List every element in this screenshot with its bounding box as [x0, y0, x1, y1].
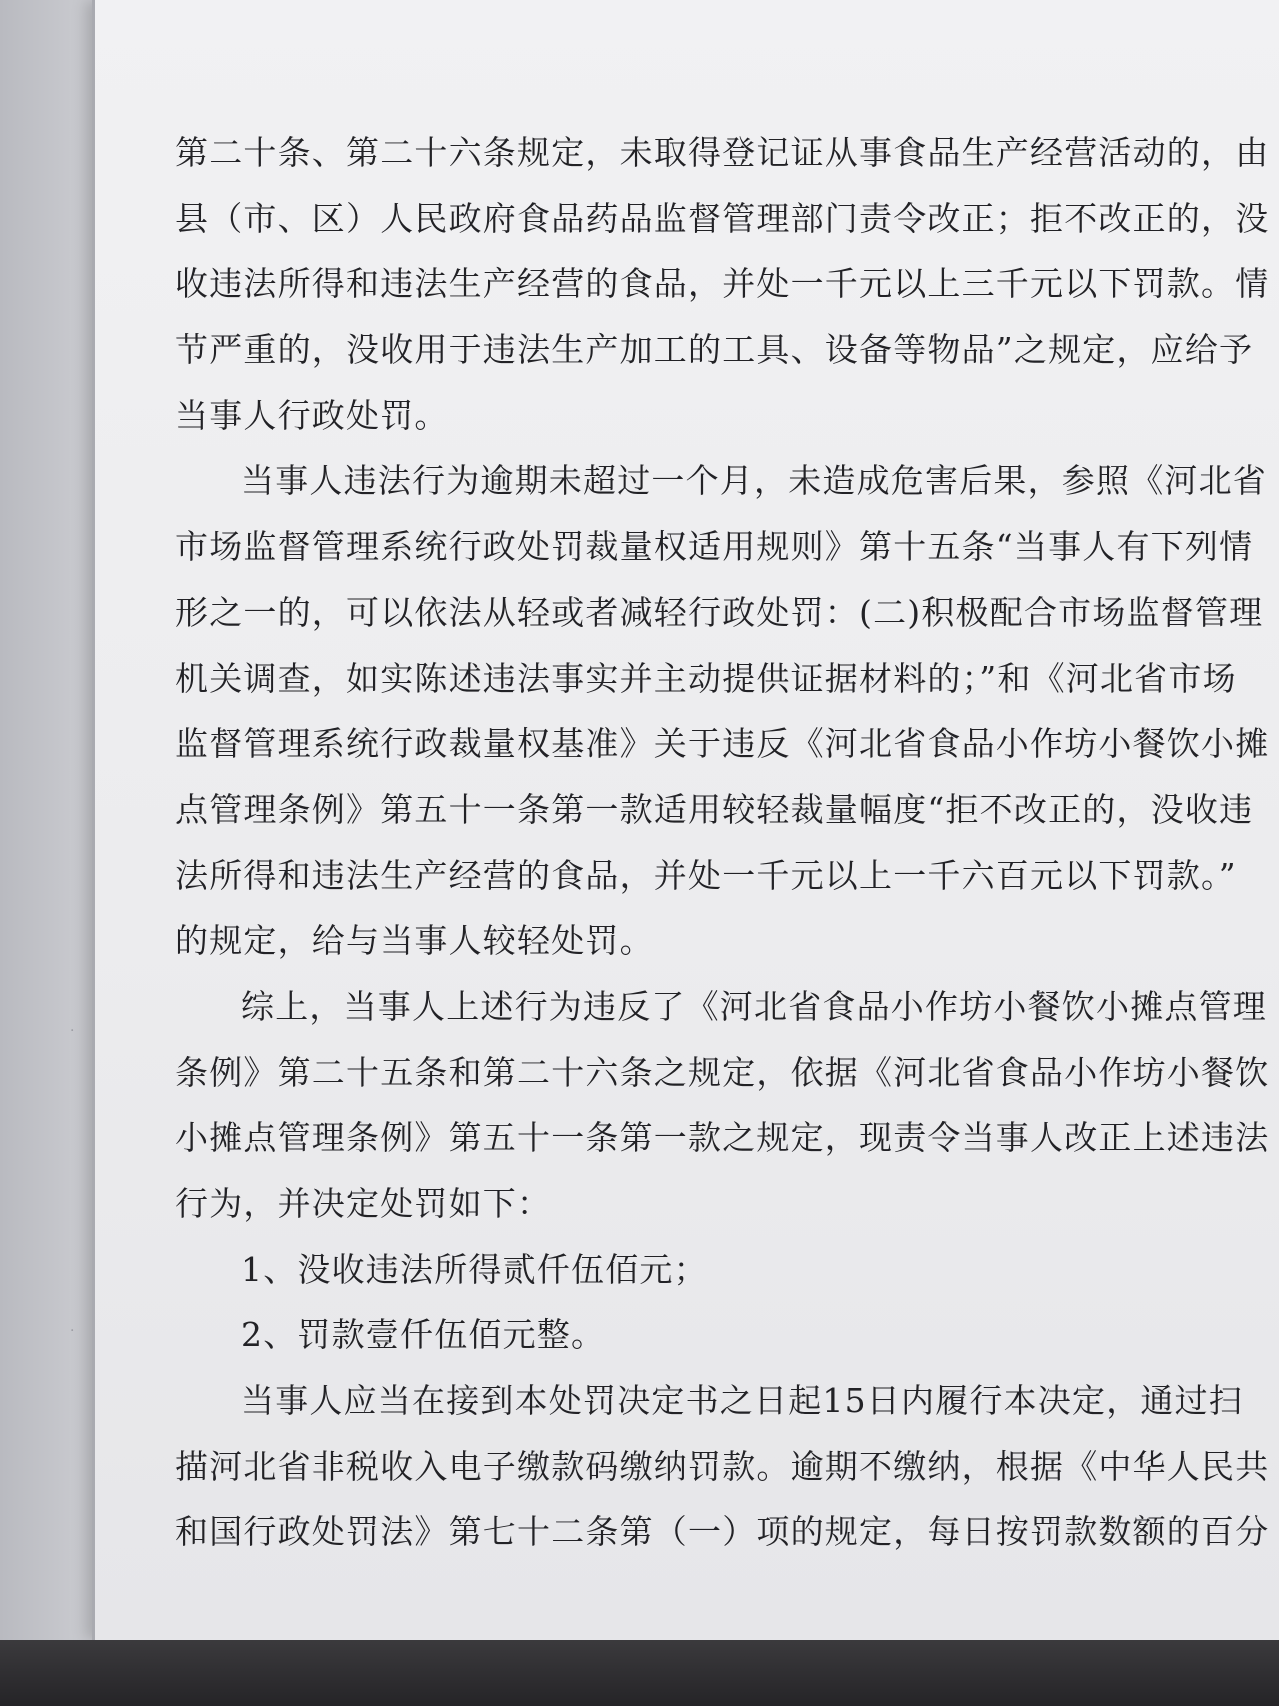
- text-line: 小摊点管理条例》第五十一条第一款之规定，现责令当事人改正上述违法: [175, 1118, 1270, 1158]
- paragraph-start: 综上，当事人上述行为违反了《河北省食品小作坊小餐饮小摊点管理: [241, 986, 1267, 1026]
- bleed-mark: ·: [70, 1023, 75, 1039]
- text-line: 机关调查，如实陈述违法事实并主动提供证据材料的；”和《河北省市场: [175, 658, 1237, 698]
- text-line: 县（市、区）人民政府食品药品监督管理部门责令改正；拒不改正的，没: [175, 198, 1270, 238]
- page-edge: [92, 0, 95, 1640]
- text-line: 和国行政处罚法》第七十二条第（一）项的规定，每日按罚款数额的百分: [175, 1512, 1270, 1552]
- paragraph-start: 当事人违法行为逾期未超过一个月，未造成危害后果，参照《河北省: [241, 461, 1267, 501]
- text-line: 条例》第二十五条和第二十六条之规定，依据《河北省食品小作坊小餐饮: [175, 1052, 1270, 1092]
- text-line: 描河北省非税收入电子缴款码缴纳罚款。逾期不缴纳，根据《中华人民共: [175, 1446, 1270, 1486]
- text-line: 收违法所得和违法生产经营的食品，并处一千元以上三千元以下罚款。情: [175, 264, 1270, 304]
- text-line: 行为，并决定处罚如下：: [175, 1184, 552, 1223]
- document-body: [175, 120, 1270, 1565]
- text-line: 市场监督管理系统行政处罚裁量权适用规则》第十五条“当事人有下列情: [175, 527, 1254, 567]
- text-line: 形之一的，可以依法从轻或者减轻行政处罚：(二)积极配合市场监督管理: [175, 592, 1264, 632]
- text-line: 节严重的，没收用于违法生产加工的工具、设备等物品”之规定，应给予: [175, 330, 1254, 370]
- text-line: 监督管理系统行政裁量权基准》关于违反《河北省食品小作坊小餐饮小摊: [175, 724, 1270, 764]
- text-line: 第二十条、第二十六条规定，未取得登记证从事食品生产经营活动的，由: [175, 133, 1270, 172]
- paragraph-start: 当事人应当在接到本处罚决定书之日起15日内履行本决定，通过扫: [241, 1381, 1243, 1421]
- table-surface: [0, 1640, 1279, 1706]
- bleed-mark: ·: [70, 1323, 75, 1339]
- text-line: 点管理条例》第五十一条第一款适用较轻裁量幅度“拒不改正的，没收违: [175, 789, 1254, 829]
- text-line: 法所得和违法生产经营的食品，并处一千元以上一千六百元以下罚款。”: [175, 855, 1237, 895]
- penalty-item: 1、没收违法所得贰仟伍佰元；: [241, 1249, 708, 1289]
- text-line: 当事人行政处罚。: [175, 395, 449, 435]
- text-line: 的规定，给与当事人较轻处罚。: [175, 921, 654, 961]
- penalty-item: 2、罚款壹仟伍佰元整。: [241, 1315, 606, 1355]
